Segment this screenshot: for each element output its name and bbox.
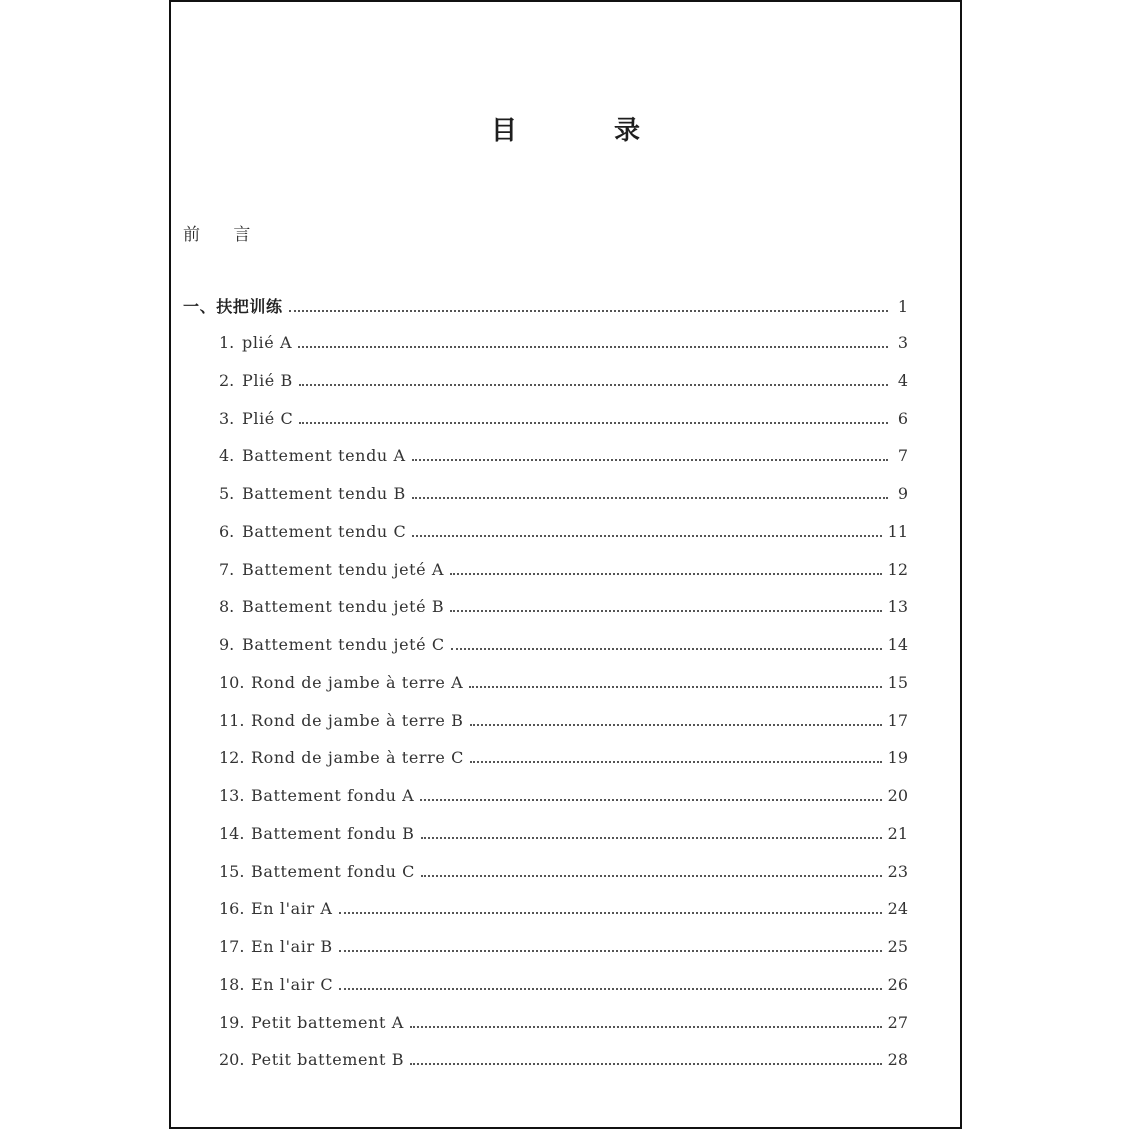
toc-item-label: Rond de jambe à terre A: [251, 672, 464, 692]
toc-item-number: 6.: [219, 521, 235, 541]
toc-item-label: Petit battement A: [251, 1012, 404, 1032]
toc-item-row: [219, 484, 908, 508]
toc-item-number: 14.: [219, 823, 245, 843]
toc-item-page: 19: [887, 748, 908, 768]
toc-item-number: 19.: [219, 1012, 245, 1032]
toc-item-number: 13.: [219, 786, 245, 805]
toc-item-page: 15: [887, 672, 908, 692]
toc-item-number: 1.: [219, 333, 235, 352]
toc-item-page: 20: [887, 786, 908, 805]
toc-item-row: [219, 862, 908, 886]
toc-item-page: 6: [897, 408, 908, 428]
toc-item-number: 7.: [219, 559, 235, 579]
toc-item-row: [219, 786, 908, 810]
toc-item-row: [219, 635, 908, 659]
dot-leader: [469, 685, 881, 688]
toc-item-page: 24: [887, 899, 908, 919]
toc-item-label: plié A: [242, 333, 293, 352]
toc-item-row: [219, 446, 908, 470]
toc-item-label: Petit battement B: [251, 1050, 405, 1070]
toc-item-number: 12.: [219, 748, 245, 768]
toc-item-page: 9: [897, 484, 908, 503]
dot-leader: [412, 534, 881, 537]
toc-item-label: Battement tendu jeté B: [242, 597, 445, 617]
toc-item-page: 21: [887, 823, 908, 843]
toc-item-label: Battement tendu jeté C: [242, 635, 445, 654]
dot-leader: [421, 874, 882, 877]
toc-item-label: Rond de jambe à terre B: [251, 710, 464, 730]
toc-item-number: 20.: [219, 1050, 245, 1070]
toc-item-page: 14: [887, 635, 908, 654]
dot-leader: [339, 911, 882, 914]
toc-item-page: 17: [887, 710, 908, 730]
toc-item-number: 16.: [219, 899, 245, 919]
toc-item-row: [219, 409, 908, 433]
toc-item-label: Battement tendu C: [242, 521, 407, 541]
toc-item-label: Battement fondu C: [251, 861, 416, 881]
toc-item-number: 5.: [219, 484, 235, 503]
dot-leader: [412, 496, 888, 499]
document-page: [169, 0, 962, 1129]
toc-item-number: 9.: [219, 635, 235, 654]
toc-item-label: Battement tendu jeté A: [242, 559, 445, 579]
toc-item-page: 28: [887, 1050, 908, 1070]
toc-item-row: [219, 673, 908, 697]
dot-leader: [298, 345, 888, 348]
toc-item-number: 15.: [219, 861, 245, 881]
toc-item-label: Rond de jambe à terre C: [251, 748, 464, 768]
dot-leader: [450, 572, 882, 575]
dot-leader: [410, 1025, 882, 1028]
toc-item-page: 13: [887, 597, 908, 617]
toc-item-row: [219, 522, 908, 546]
dot-leader: [420, 798, 881, 801]
toc-item-page: 25: [887, 937, 908, 956]
toc-section-page: 1: [897, 297, 908, 316]
toc-item-page: 23: [887, 861, 908, 881]
toc-item-number: 17.: [219, 937, 245, 956]
toc-item-row: [219, 937, 908, 961]
toc-item-label: Plié C: [242, 408, 294, 428]
toc-item-label: Battement tendu B: [242, 484, 406, 503]
toc-item-label: Battement tendu A: [242, 446, 406, 466]
dot-leader: [412, 458, 888, 461]
dot-leader: [410, 1062, 882, 1065]
toc-item-row: [219, 711, 908, 735]
toc-item-row: [219, 824, 908, 848]
toc-item-row: [219, 1050, 908, 1074]
toc-item-page: 12: [887, 559, 908, 579]
toc-item-number: 18.: [219, 974, 245, 994]
preface-heading: 前 言: [183, 225, 265, 245]
dot-leader: [299, 383, 888, 386]
toc-item-row: [219, 748, 908, 772]
toc-item-row: [219, 560, 908, 584]
dot-leader: [451, 647, 882, 650]
toc-item-number: 4.: [219, 446, 235, 466]
dot-leader: [470, 760, 882, 763]
toc-item-label: En l'air C: [251, 974, 334, 994]
toc-item-row: [219, 371, 908, 395]
toc-item-row: [219, 1013, 908, 1037]
toc-item-label: En l'air A: [251, 899, 333, 919]
toc-item-label: Battement fondu A: [251, 786, 415, 805]
toc-item-number: 8.: [219, 597, 235, 617]
dot-leader: [421, 836, 882, 839]
toc-item-row: [219, 899, 908, 923]
toc-item-number: 10.: [219, 672, 245, 692]
dot-leader: [339, 949, 882, 952]
toc-item-page: 3: [897, 333, 908, 352]
toc-item-label: En l'air B: [251, 937, 333, 956]
toc-item-number: 2.: [219, 370, 235, 390]
toc-section-row: [183, 294, 908, 318]
dot-leader: [299, 421, 888, 424]
dot-leader: [470, 723, 882, 726]
toc-item-row: [219, 975, 908, 999]
toc-item-label: Battement fondu B: [251, 823, 415, 843]
toc-item-label: Plié B: [242, 370, 293, 390]
dot-leader: [339, 987, 881, 990]
dot-leader: [450, 609, 881, 612]
toc-item-row: [219, 333, 908, 357]
toc-item-page: 11: [887, 521, 908, 541]
toc-item-number: 3.: [219, 408, 235, 428]
table-of-contents: [171, 2, 960, 1127]
dot-leader: [289, 309, 888, 312]
toc-item-page: 4: [897, 370, 908, 390]
toc-item-row: [219, 597, 908, 621]
toc-item-page: 7: [897, 446, 908, 466]
toc-section-label: 一、扶把训练: [183, 297, 283, 316]
toc-item-number: 11.: [219, 710, 245, 730]
toc-item-page: 26: [887, 974, 908, 994]
toc-item-page: 27: [887, 1012, 908, 1032]
page-title: 目 录: [490, 116, 685, 146]
